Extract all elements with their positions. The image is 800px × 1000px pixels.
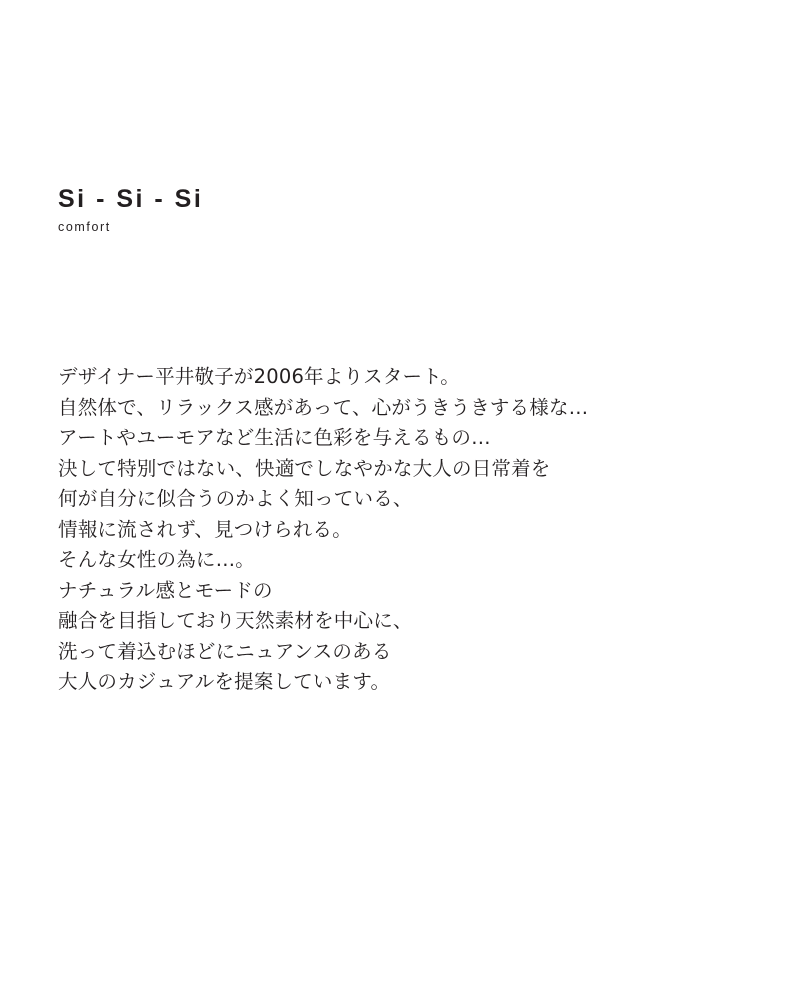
brand-header xyxy=(58,186,203,234)
description-line: 情報に流されず、見つけられる。 xyxy=(58,517,352,541)
description-line: 決して特別ではない、快適でしなやかな大人の日常着を xyxy=(58,456,551,480)
description-line: 融合を目指しており天然素材を中心に、 xyxy=(58,609,413,632)
brand-description xyxy=(58,362,758,698)
description-line: ナチュラル感とモードの xyxy=(58,578,273,602)
description-line: アートやユーモアなど生活に色彩を与えるもの… xyxy=(58,426,491,449)
description-line: 自然体で、リラックス感があって、心がうきうきする様な… xyxy=(58,395,589,419)
description-line: デザイナー平井敬子が2006年よりスタート。 xyxy=(58,365,460,388)
description-line: 大人のカジュアルを提案しています。 xyxy=(58,670,391,693)
brand-subtitle: comfort xyxy=(58,219,111,234)
description-line: 洗って着込むほどにニュアンスのある xyxy=(58,639,392,663)
brand-name: Si - Si - Si xyxy=(58,185,204,213)
description-line: 何が自分に似合うのかよく知っている、 xyxy=(58,487,413,510)
description-line: そんな女性の為に…。 xyxy=(58,548,256,571)
